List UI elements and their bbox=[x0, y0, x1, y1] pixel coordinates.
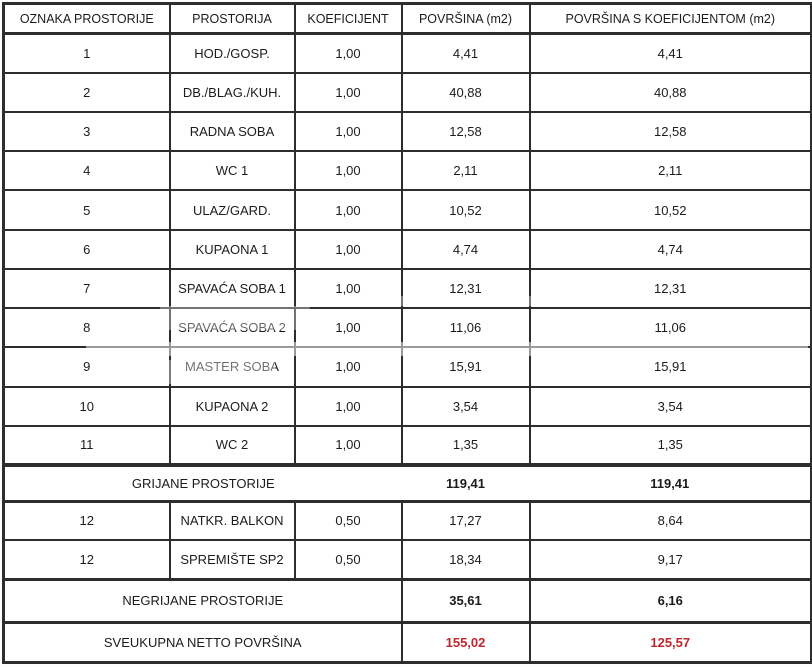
cell-room-name: SPREMIŠTE SP2 bbox=[170, 540, 295, 579]
cell-coefficient: 1,00 bbox=[295, 387, 402, 426]
table-row bbox=[4, 73, 812, 112]
cell-room-name: SPAVAĆA SOBA 1 bbox=[170, 269, 295, 308]
cell-room-id: 6 bbox=[4, 230, 170, 269]
cell-coefficient: 1,00 bbox=[295, 34, 402, 73]
cell-area: 15,91 bbox=[402, 347, 530, 386]
cell-area-with-coef: 2,11 bbox=[530, 151, 812, 190]
cell-room-id: 5 bbox=[4, 190, 170, 229]
cell-room-id: 2 bbox=[4, 73, 170, 112]
total-summary-row bbox=[4, 622, 812, 662]
cell-area: 1,35 bbox=[402, 426, 530, 465]
total-summary-area: 155,02 bbox=[402, 622, 530, 662]
cell-room-id: 12 bbox=[4, 540, 170, 579]
cell-area-with-coef: 11,06 bbox=[530, 308, 812, 347]
cell-room-id: 11 bbox=[4, 426, 170, 465]
header-row bbox=[4, 4, 812, 34]
cell-coefficient: 0,50 bbox=[295, 540, 402, 579]
cell-area: 17,27 bbox=[402, 501, 530, 540]
heated-summary-row bbox=[4, 465, 812, 501]
cell-room-id: 9 bbox=[4, 347, 170, 386]
table-row bbox=[4, 112, 812, 151]
table-row bbox=[4, 347, 812, 386]
total-summary-area-with-coef: 125,57 bbox=[530, 622, 812, 662]
cell-area-with-coef: 15,91 bbox=[530, 347, 812, 386]
heated-summary-area: 119,41 bbox=[402, 465, 530, 501]
cell-area-with-coef: 3,54 bbox=[530, 387, 812, 426]
cell-room-name: SPAVAĆA SOBA 2 bbox=[170, 308, 295, 347]
cell-area: 12,31 bbox=[402, 269, 530, 308]
cell-area-with-coef: 8,64 bbox=[530, 501, 812, 540]
cell-area: 18,34 bbox=[402, 540, 530, 579]
table-row bbox=[4, 426, 812, 465]
cell-coefficient: 1,00 bbox=[295, 269, 402, 308]
cell-area: 3,54 bbox=[402, 387, 530, 426]
cell-coefficient: 1,00 bbox=[295, 73, 402, 112]
unheated-summary-label: NEGRIJANE PROSTORIJE bbox=[4, 580, 402, 623]
cell-room-name: WC 1 bbox=[170, 151, 295, 190]
cell-coefficient: 1,00 bbox=[295, 151, 402, 190]
table-body bbox=[4, 34, 812, 663]
cell-area: 12,58 bbox=[402, 112, 530, 151]
cell-coefficient: 1,00 bbox=[295, 112, 402, 151]
heated-summary-label: GRIJANE PROSTORIJE bbox=[4, 465, 402, 501]
unheated-summary-area: 35,61 bbox=[402, 580, 530, 623]
table-row bbox=[4, 269, 812, 308]
cell-room-name: HOD./GOSP. bbox=[170, 34, 295, 73]
table-row bbox=[4, 308, 812, 347]
cell-room-id: 12 bbox=[4, 501, 170, 540]
col-header-room-name: PROSTORIJA bbox=[170, 4, 295, 34]
cell-area-with-coef: 9,17 bbox=[530, 540, 812, 579]
cell-area-with-coef: 1,35 bbox=[530, 426, 812, 465]
cell-room-id: 8 bbox=[4, 308, 170, 347]
cell-coefficient: 0,50 bbox=[295, 501, 402, 540]
cell-room-id: 7 bbox=[4, 269, 170, 308]
cell-coefficient: 1,00 bbox=[295, 347, 402, 386]
cell-area-with-coef: 12,58 bbox=[530, 112, 812, 151]
cell-room-id: 3 bbox=[4, 112, 170, 151]
cell-room-name: NATKR. BALKON bbox=[170, 501, 295, 540]
table-row bbox=[4, 151, 812, 190]
table-row bbox=[4, 230, 812, 269]
cell-room-name: ULAZ/GARD. bbox=[170, 190, 295, 229]
cell-coefficient: 1,00 bbox=[295, 426, 402, 465]
cell-area-with-coef: 12,31 bbox=[530, 269, 812, 308]
unheated-summary-row bbox=[4, 580, 812, 623]
cell-room-name: MASTER SOBA bbox=[170, 347, 295, 386]
cell-area-with-coef: 40,88 bbox=[530, 73, 812, 112]
cell-coefficient: 1,00 bbox=[295, 230, 402, 269]
col-header-coefficient: KOEFICIJENT bbox=[295, 4, 402, 34]
unheated-summary-area-with-coef: 6,16 bbox=[530, 580, 812, 623]
cell-area: 11,06 bbox=[402, 308, 530, 347]
heated-summary-area-with-coef: 119,41 bbox=[530, 465, 812, 501]
cell-room-id: 1 bbox=[4, 34, 170, 73]
cell-area: 4,74 bbox=[402, 230, 530, 269]
cell-room-name: WC 2 bbox=[170, 426, 295, 465]
col-header-area: POVRŠINA (m2) bbox=[402, 4, 530, 34]
cell-area: 4,41 bbox=[402, 34, 530, 73]
cell-room-name: RADNA SOBA bbox=[170, 112, 295, 151]
cell-area-with-coef: 10,52 bbox=[530, 190, 812, 229]
cell-room-name: KUPAONA 2 bbox=[170, 387, 295, 426]
table-row bbox=[4, 501, 812, 540]
room-area-table bbox=[2, 2, 812, 664]
col-header-room-id: OZNAKA PROSTORIJE bbox=[4, 4, 170, 34]
cell-area-with-coef: 4,41 bbox=[530, 34, 812, 73]
col-header-area-with-coef: POVRŠINA S KOEFICIJENTOM (m2) bbox=[530, 4, 812, 34]
cell-area: 10,52 bbox=[402, 190, 530, 229]
cell-coefficient: 1,00 bbox=[295, 190, 402, 229]
cell-area: 2,11 bbox=[402, 151, 530, 190]
cell-room-name: KUPAONA 1 bbox=[170, 230, 295, 269]
cell-area: 40,88 bbox=[402, 73, 530, 112]
total-summary-label: SVEUKUPNA NETTO POVRŠINA bbox=[4, 622, 402, 662]
table-row bbox=[4, 34, 812, 73]
cell-room-name: DB./BLAG./KUH. bbox=[170, 73, 295, 112]
table-row bbox=[4, 387, 812, 426]
table-row bbox=[4, 540, 812, 579]
cell-room-id: 10 bbox=[4, 387, 170, 426]
cell-area-with-coef: 4,74 bbox=[530, 230, 812, 269]
table-header bbox=[4, 4, 812, 34]
cell-coefficient: 1,00 bbox=[295, 308, 402, 347]
cell-room-id: 4 bbox=[4, 151, 170, 190]
table-row bbox=[4, 190, 812, 229]
